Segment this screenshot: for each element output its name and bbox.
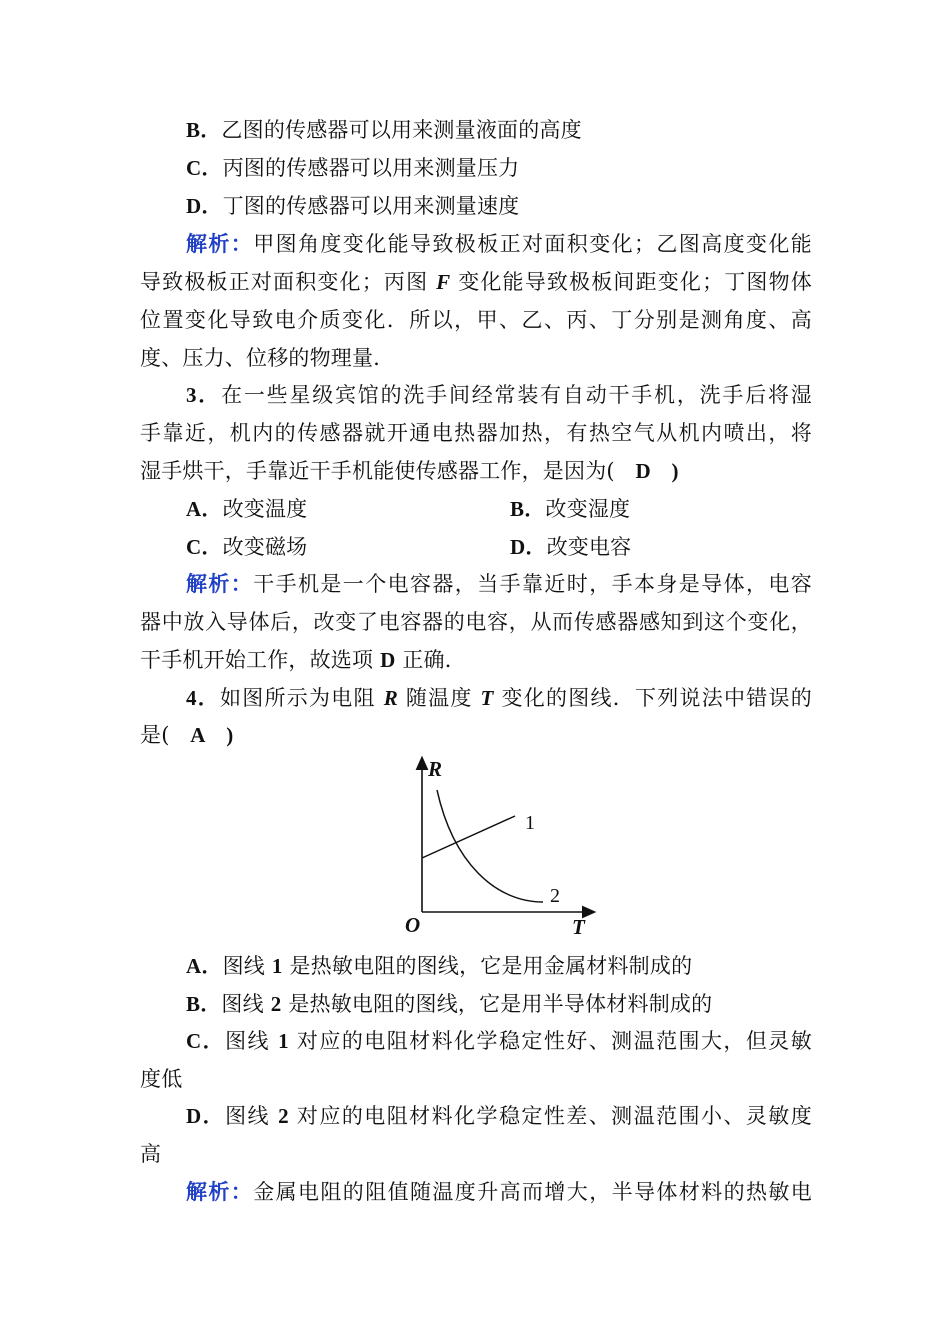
option-text: 图线 — [225, 1029, 270, 1053]
q4-option-d-continued — [140, 1140, 812, 1168]
q3-options-row-2 — [186, 533, 812, 561]
option-text: 是热敏电阻的图线，它是用金属材料制成的 — [289, 954, 693, 978]
q4-option-c-continued — [140, 1065, 812, 1093]
option-label: C． — [186, 156, 223, 180]
variable-t: T — [480, 686, 494, 710]
option-text: 改变磁场 — [222, 535, 308, 559]
question-text: 在一些星级宾馆的洗手间经常装有自动干手机，洗手后将湿 — [221, 383, 812, 407]
option-label: B． — [510, 497, 546, 521]
answer-letter: A — [190, 723, 206, 747]
question-text: 变化的图线．下列说法中错误的 — [501, 686, 812, 710]
analysis-tag: 解析： — [186, 231, 254, 256]
option-text: 对应的电阻材料化学稳定性好、测温范围大，但灵敏 — [296, 1029, 812, 1053]
option-label: A． — [186, 954, 223, 978]
q4-option-c — [186, 1027, 812, 1055]
option-label: C． — [186, 1029, 226, 1053]
answer-close: ) — [671, 459, 679, 483]
q4-stem-line-1 — [186, 684, 812, 712]
q3-option-b — [510, 495, 630, 523]
analysis-text: 变化能导致极板间距变化；丁图物体 — [458, 270, 812, 294]
q2-analysis-line-4 — [140, 344, 812, 372]
q3-option-a — [186, 497, 307, 521]
option-label: D． — [186, 194, 223, 218]
graph-line-2 — [437, 790, 543, 902]
option-text: 图线 — [225, 1104, 270, 1128]
analysis-text: 甲图角度变化能导致极板正对面积变化；乙图高度变化能 — [253, 232, 812, 256]
q3-stem-line-3 — [140, 457, 812, 485]
analysis-tag: 解析： — [186, 1179, 254, 1204]
analysis-text: 度、压力、位移的物理量． — [140, 346, 395, 370]
q2-option-c — [186, 154, 812, 182]
q4-option-a — [186, 952, 812, 980]
graph-line-1 — [422, 816, 515, 858]
resistance-temperature-figure — [395, 752, 605, 942]
option-label: B． — [186, 992, 222, 1016]
analysis-text: 器中放入导体后，改变了电容器的电容，从而传感器感知到这个变化， — [140, 610, 812, 634]
q2-analysis-line-2 — [140, 268, 812, 296]
answer-letter: D — [635, 459, 651, 483]
option-text: 丙图的传感器可以用来测量压力 — [222, 156, 520, 180]
line-1-label: 1 — [525, 812, 535, 834]
option-text: 丁图的传感器可以用来测量速度 — [222, 194, 520, 218]
option-label: A． — [186, 497, 223, 521]
analysis-text: 干手机开始工作，故选项 — [140, 648, 374, 672]
q3-analysis-line-2 — [140, 608, 812, 636]
question-text: 手靠近，机内的传感器就开通电热器加热，有热空气从机内喷出，将 — [140, 421, 812, 445]
q3-option-c — [186, 535, 307, 559]
option-text: 图线 — [221, 992, 264, 1016]
question-number: 3． — [186, 383, 222, 407]
q3-stem-line-1 — [186, 381, 812, 409]
answer-letter: D — [380, 648, 396, 672]
option-label: D． — [510, 535, 547, 559]
analysis-text: 位置变化导致电介质变化．所以，甲、乙、丙、丁分别是测角度、高 — [140, 308, 812, 332]
q2-option-d — [186, 192, 812, 220]
analysis-tag: 解析： — [186, 571, 254, 596]
x-axis-label: T — [572, 915, 585, 939]
q3-options-row-1 — [186, 495, 812, 523]
variable-r: R — [383, 686, 398, 710]
option-text: 对应的电阻材料化学稳定性差、测温范围小、灵敏度 — [296, 1104, 812, 1128]
option-label: B． — [186, 118, 222, 142]
q4-analysis-line-1 — [186, 1178, 812, 1206]
option-label: D． — [186, 1104, 226, 1128]
option-text: 改变温度 — [222, 497, 308, 521]
question-text: 是( — [140, 723, 170, 747]
question-text: 如图所示为电阻 — [220, 686, 376, 710]
line-number: 2 — [278, 1104, 289, 1128]
q2-analysis-line-3 — [140, 306, 812, 334]
option-text: 改变电容 — [546, 535, 632, 559]
line-2-label: 2 — [550, 885, 560, 907]
analysis-text: 金属电阻的阻值随温度升高而增大，半导体材料的热敏电 — [253, 1180, 812, 1204]
question-text: 湿手烘干，手靠近干手机能使传感器工作，是因为( — [140, 459, 615, 483]
q2-analysis-line-1 — [186, 230, 812, 258]
analysis-text: 正确． — [402, 648, 466, 672]
q3-stem-line-2 — [140, 419, 812, 447]
origin-label: O — [405, 913, 421, 937]
analysis-text: 导致极板正对面积变化；丙图 — [140, 270, 429, 294]
q4-option-d — [186, 1102, 812, 1130]
y-axis-label: R — [428, 757, 443, 781]
q3-option-d — [510, 533, 631, 561]
q2-option-b — [186, 116, 812, 144]
q4-option-b — [186, 990, 812, 1018]
variable-f: F — [436, 270, 451, 294]
question-text: 随温度 — [405, 686, 473, 710]
option-text: 图线 — [222, 954, 265, 978]
line-number: 1 — [271, 954, 283, 978]
option-text: 高 — [140, 1142, 162, 1166]
question-number: 4． — [186, 686, 221, 710]
q3-analysis-line-1 — [186, 570, 812, 598]
line-number: 1 — [278, 1029, 289, 1053]
analysis-text: 干手机是一个电容器，当手靠近时，手本身是导体，电容 — [253, 572, 812, 596]
option-text: 度低 — [140, 1067, 183, 1091]
option-label: C． — [186, 535, 223, 559]
line-number: 2 — [270, 992, 282, 1016]
answer-close: ) — [226, 723, 234, 747]
option-text: 乙图的传感器可以用来测量液面的高度 — [221, 118, 582, 142]
option-text: 是热敏电阻的图线，它是用半导体材料制成的 — [288, 992, 713, 1016]
q3-analysis-line-3 — [140, 646, 812, 674]
q4-stem-line-2 — [140, 721, 812, 749]
option-text: 改变湿度 — [545, 497, 631, 521]
